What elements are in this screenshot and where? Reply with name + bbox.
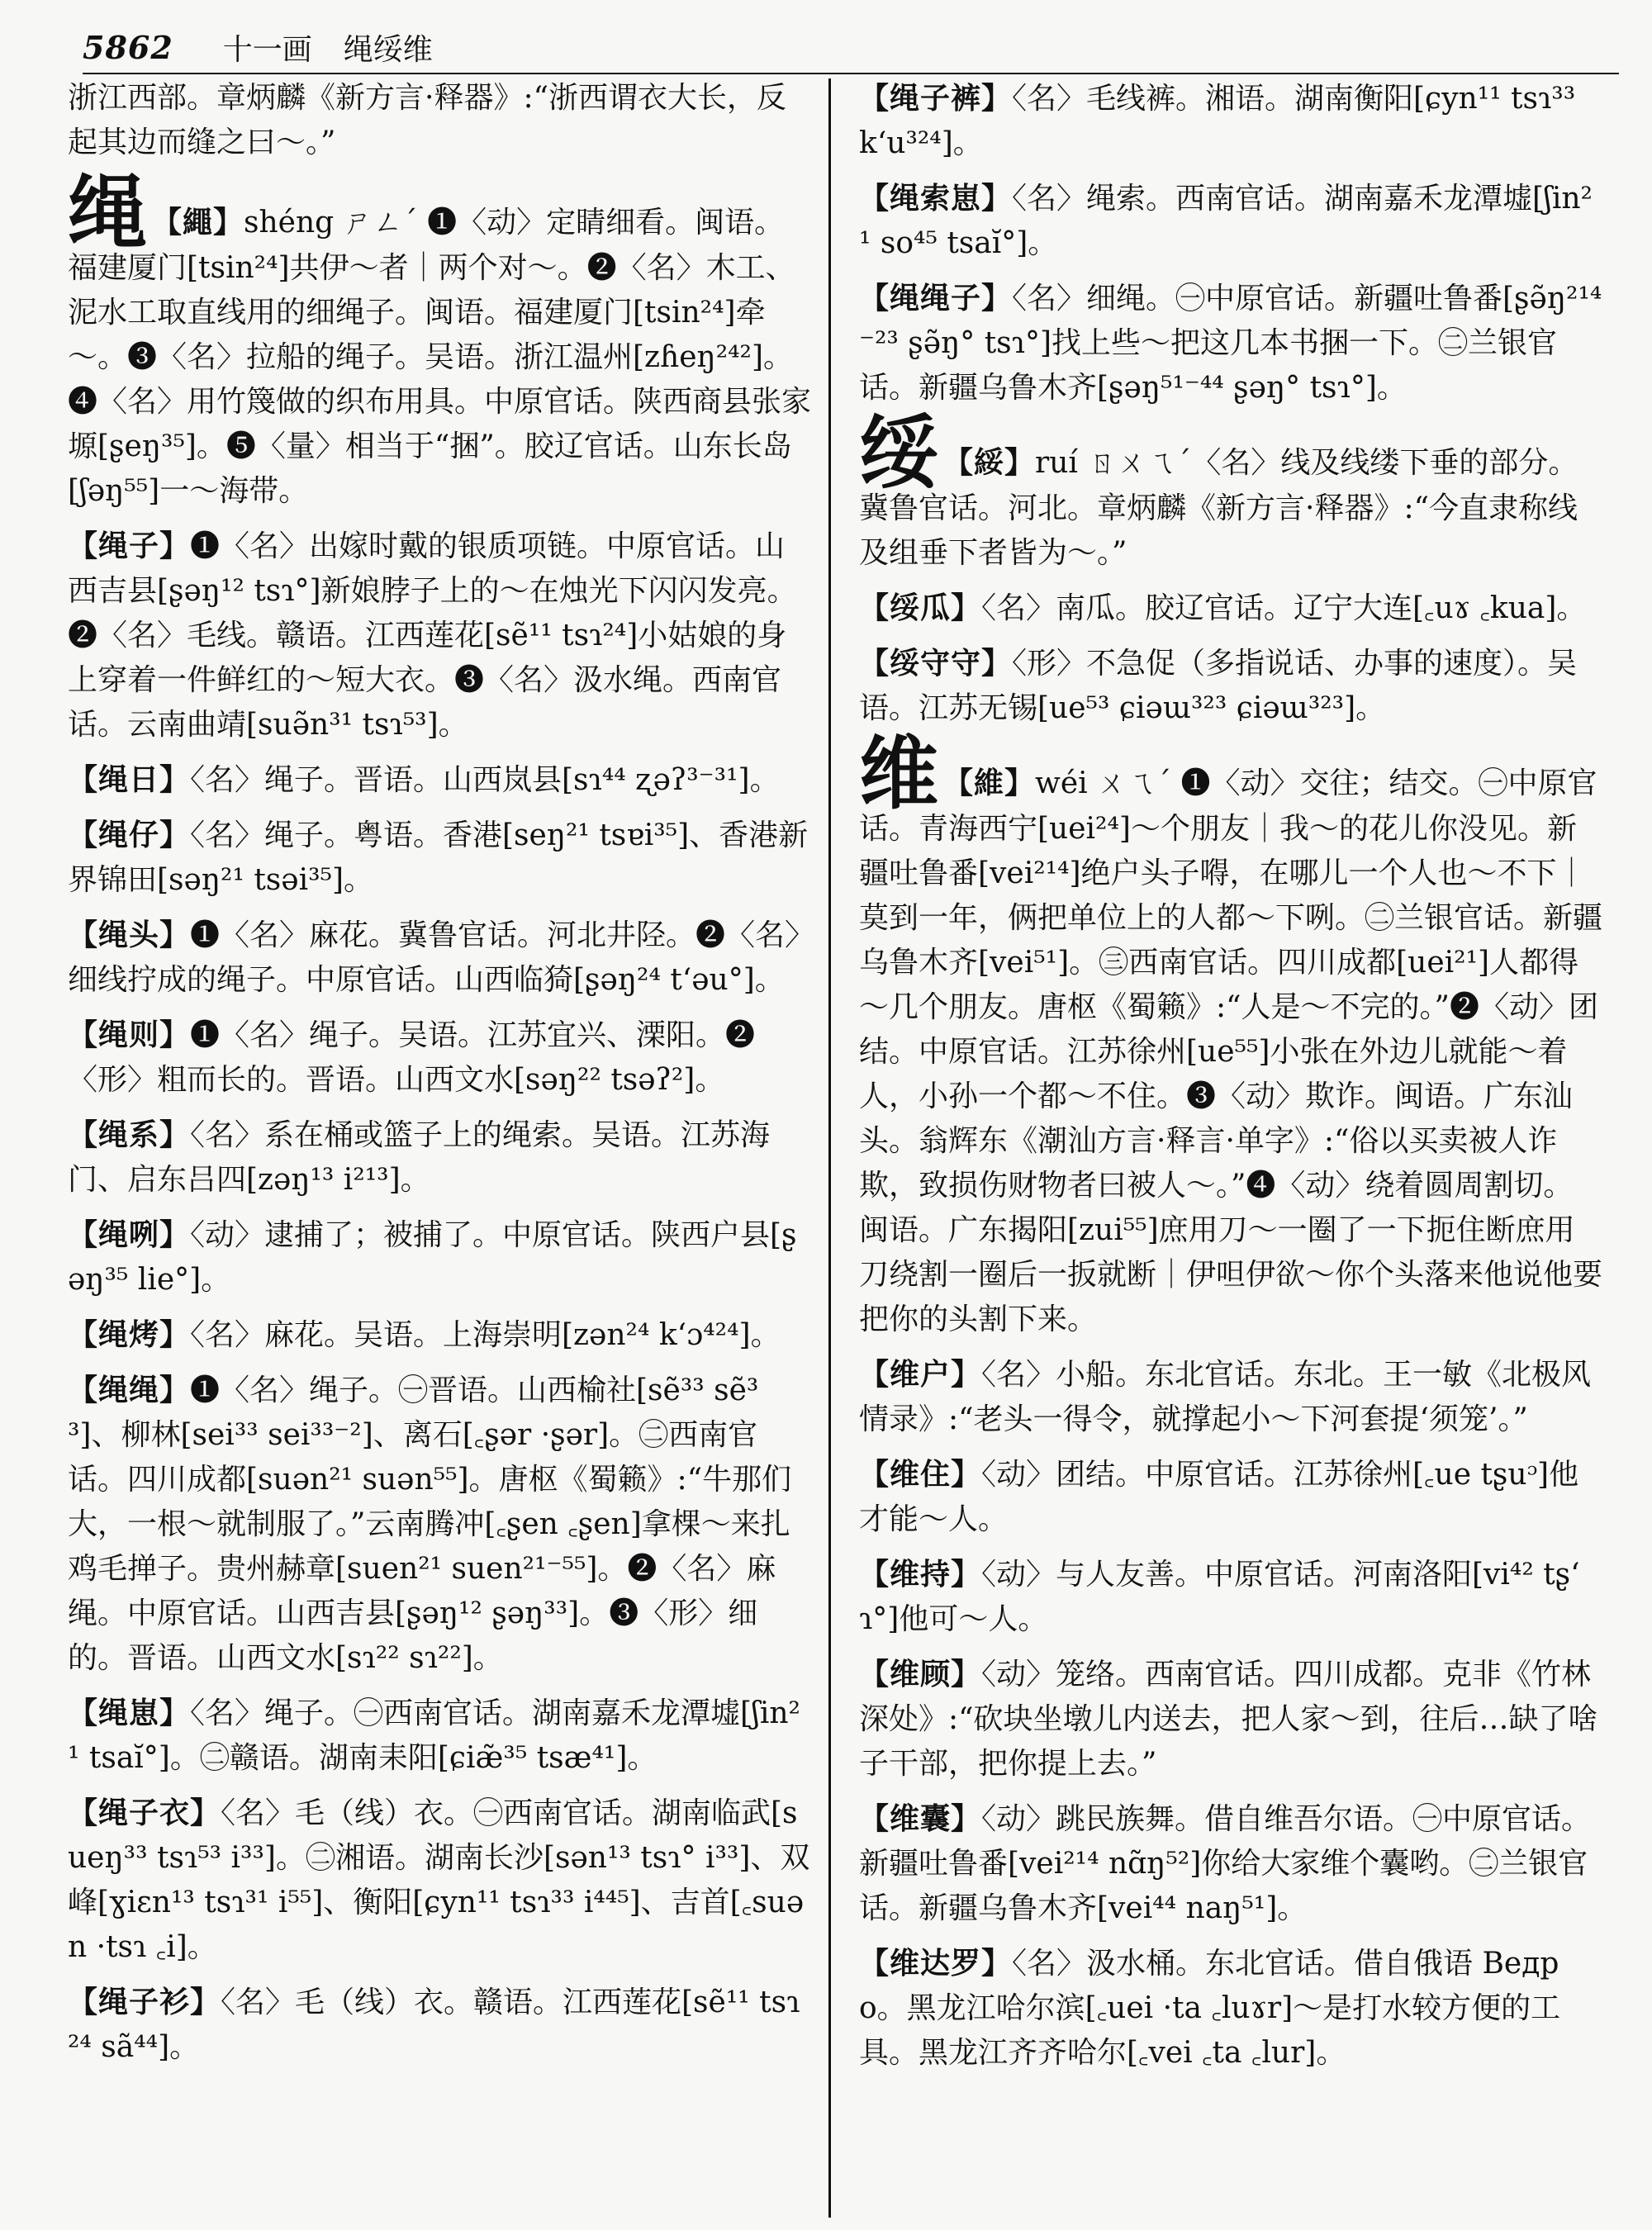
dictionary-entry bbox=[68, 1113, 811, 1203]
entry-definition: 〈名〉小船。东北官话。东北。王一敏《北极风情录》:“老头一得令，就撑起小～下河套提‘须笼’。” bbox=[859, 1358, 1592, 1436]
entry-headword: 【绳子裤】 bbox=[859, 81, 1013, 116]
dictionary-entry bbox=[859, 1796, 1602, 1931]
dictionary-entry bbox=[68, 913, 811, 1003]
entry-headword: 【绳索崽】 bbox=[859, 181, 1013, 216]
entry-headword: 【繩】 bbox=[152, 205, 244, 240]
entry-headword: 【绳绳子】 bbox=[859, 281, 1013, 316]
entry-headword: 【绳子衫】 bbox=[68, 1985, 221, 2019]
entry-headword: 【绳咧】 bbox=[68, 1217, 191, 1252]
entry-headword: 【绳则】 bbox=[68, 1018, 191, 1052]
dictionary-entry bbox=[859, 1352, 1602, 1442]
entry-headword: 【绳烤】 bbox=[68, 1317, 191, 1352]
entry-headword: 【绳头】 bbox=[68, 918, 191, 952]
entry-headword: 【绳绳】 bbox=[68, 1373, 191, 1407]
entry-headword: 【维持】 bbox=[859, 1557, 982, 1592]
dictionary-entry bbox=[68, 76, 811, 165]
dictionary-entry bbox=[68, 1980, 811, 2070]
entry-headword: 【绳崽】 bbox=[68, 1696, 191, 1730]
entry-definition: 〈名〉毛线裤。湘语。湖南衡阳[ɕyn¹¹ tsɿ³³ kʻu³²⁴]。 bbox=[859, 82, 1576, 160]
dictionary-entry bbox=[859, 276, 1602, 410]
stroke-section: 十一画 bbox=[222, 32, 312, 67]
entry-headword: 【绳子衣】 bbox=[68, 1796, 221, 1830]
entry-headword: 【绳仔】 bbox=[68, 818, 191, 852]
entry-definition: ruí ㄖㄨㄟˊ〈名〉线及线缕下垂的部分。冀鲁官话。河北。章炳麟《新方言·释器》:“今直隶称线及组垂下者皆为～。” bbox=[859, 446, 1578, 570]
entry-headword: 【维囊】 bbox=[859, 1801, 982, 1836]
entry-headword: 【維】 bbox=[943, 766, 1036, 800]
entry-definition: ❶〈名〉绳子。㊀晋语。山西榆社[sẽ³³ sẽ³³]、柳林[sei³³ sei³³⁻²]、离石[꜀ʂər ·ʂər]。㊁西南官话。四川成都[suən²¹ suən⁵⁵]。唐枢《蜀籁》:“牛那们大，一根～就制服了。”云南腾冲[꜀ʂen ꜀ʂen]拿棵～来扎鸡毛掸子。贵州赫章[suen²¹ suen²¹⁻⁵⁵]。❷〈名〉麻绳。中原官话。山西吉县[ʂəŋ¹² ʂəŋ³³]。❸〈形〉细的。晋语。山西文水[sɿ²² sɿ²²]。 bbox=[68, 1374, 792, 1675]
entry-headword: 【綏】 bbox=[943, 445, 1036, 480]
entry-definition: 〈名〉绳子。㊀西南官话。湖南嘉禾龙潭墟[ʃin²¹ tsaĭ°]。㊁赣语。湖南耒阳[ɕiæ̃³⁵ tsæ⁴¹]。 bbox=[68, 1696, 800, 1775]
entry-definition: 〈名〉毛（线）衣。赣语。江西莲花[sẽ¹¹ tsɿ²⁴ sã⁴⁴]。 bbox=[68, 1986, 800, 2064]
entry-definition: 〈名〉汲水桶。东北官话。借自俄语 Ведро。黑龙江哈尔滨[꜀uei ·ta ꜀luɤr]～是打水较方便的工具。黑龙江齐齐哈尔[꜀vei ꜀ta ꜀lur]。 bbox=[859, 1947, 1561, 2070]
entry-headword: 【绳系】 bbox=[68, 1117, 191, 1152]
dictionary-entry bbox=[68, 757, 811, 803]
dictionary-entry bbox=[68, 166, 811, 514]
entry-definition: 〈动〉团结。中原官话。江苏徐州[꜀ue tʂuᵓ]他才能～人。 bbox=[859, 1458, 1579, 1536]
entry-definition: 浙江西部。章炳麟《新方言·释器》:“浙西谓衣大长，反起其边而缝之曰～。” bbox=[68, 81, 786, 159]
header-chars: 绳绥维 bbox=[343, 32, 433, 67]
entry-definition: 〈动〉笼络。西南官话。四川成都。克非《竹林深处》:“砍块坐墩儿内送去，把人家～到，往后…缺了啥子干部，把你提上去。” bbox=[859, 1658, 1598, 1781]
entry-definition: 〈名〉绳子。粤语。香港[seŋ²¹ tsɐi³⁵]、香港新界锦田[səŋ²¹ tsəi³⁵]。 bbox=[68, 818, 809, 897]
dictionary-entry bbox=[68, 1368, 811, 1681]
dictionary-entry bbox=[68, 1212, 811, 1302]
dictionary-entry bbox=[859, 586, 1602, 631]
dictionary-entry bbox=[859, 176, 1602, 266]
page-number: 5862 bbox=[83, 28, 173, 66]
header-rule bbox=[83, 73, 1619, 74]
left-column bbox=[68, 76, 811, 2223]
dictionary-entry bbox=[859, 76, 1602, 166]
dictionary-entry bbox=[859, 641, 1602, 731]
entry-character: 维 bbox=[859, 727, 938, 820]
entry-definition: 〈名〉绳索。西南官话。湖南嘉禾龙潭墟[ʃin²¹ so⁴⁵ tsaĭ°]。 bbox=[859, 182, 1593, 260]
entry-definition: 〈名〉细绳。㊀中原官话。新疆吐鲁番[ʂə̃ŋ²¹⁴⁻²³ ʂə̃ŋ° tsɿ°]找上些～把这几本书捆一下。㊁兰银官话。新疆乌鲁木齐[ʂəŋ⁵¹⁻⁴⁴ ʂəŋ° tsɿ°]。 bbox=[859, 282, 1602, 405]
dictionary-entry bbox=[859, 1652, 1602, 1786]
entry-character: 绥 bbox=[859, 406, 938, 500]
page-header bbox=[83, 18, 1619, 76]
entry-definition: 〈形〉不急促（多指说话、办事的速度）。吴语。江苏无锡[ue⁵³ ɕiəɯ³²³ ɕiəɯ³²³]。 bbox=[859, 647, 1578, 725]
dictionary-entry bbox=[68, 524, 811, 747]
entry-headword: 【绥守守】 bbox=[859, 646, 1013, 681]
dictionary-entry bbox=[68, 813, 811, 903]
entry-headword: 【维户】 bbox=[859, 1357, 982, 1392]
entry-character: 绳 bbox=[68, 166, 147, 259]
entry-definition: 〈动〉与人友善。中原官话。河南洛阳[vi⁴² tʂʻɿ°]他可～人。 bbox=[859, 1558, 1580, 1636]
column-divider bbox=[828, 78, 831, 2218]
entry-definition: 〈名〉系在桶或篮子上的绳索。吴语。江苏海门、启东吕四[zəŋ¹³ i²¹³]。 bbox=[68, 1118, 771, 1197]
dictionary-entry bbox=[68, 1312, 811, 1358]
dictionary-entry bbox=[68, 1013, 811, 1103]
entry-headword: 【绳子】 bbox=[68, 529, 191, 563]
entry-headword: 【维顾】 bbox=[859, 1657, 982, 1691]
entry-headword: 【维达罗】 bbox=[859, 1946, 1013, 1981]
entry-definition: 〈名〉绳子。晋语。山西岚县[sɿ⁴⁴ ʐəʔ³⁻³¹]。 bbox=[190, 763, 780, 797]
entry-definition: ❶〈名〉绳子。吴语。江苏宜兴、溧阳。❷〈形〉粗而长的。晋语。山西文水[səŋ²² tsəʔ²]。 bbox=[68, 1018, 756, 1097]
dictionary-entry bbox=[68, 1691, 811, 1781]
entry-definition: ❶〈名〉麻花。冀鲁官话。河北井陉。❷〈名〉细线拧成的绳子。中原官话。山西临猗[ʂəŋ²⁴ tʻəu°]。 bbox=[68, 918, 800, 997]
entry-headword: 【绳日】 bbox=[68, 762, 191, 797]
entry-headword: 【维住】 bbox=[859, 1457, 982, 1492]
entry-definition: shéng ㄕㄥˊ ❶〈动〉定睛细看。闽语。福建厦门[tsin²⁴]共伊～者｜两个对～。❷〈名〉木工、泥水工取直线用的细绳子。闽语。福建厦门[tsin²⁴]牵～。❸〈名〉拉船的绳子。吴语。浙江温州[zɦeŋ²⁴²]。❹〈名〉用竹篾做的织布用具。中原官话。陕西商县张家塬[ʂeŋ³⁵]。❺〈量〉相当于“捆”。胶辽官话。山东长岛[ʃəŋ⁵⁵]一～海带。 bbox=[68, 206, 811, 508]
entry-definition: 〈动〉跳民族舞。借自维吾尔语。㊀中原官话。新疆吐鲁番[vei²¹⁴ nɑ̃ŋ⁵²]你给大家维个囊哟。㊁兰银官话。新疆乌鲁木齐[vei⁴⁴ naŋ⁵¹]。 bbox=[859, 1802, 1592, 1925]
dictionary-entry bbox=[859, 1941, 1602, 2076]
entry-definition: 〈名〉麻花。吴语。上海崇明[zən²⁴ kʻɔ⁴²⁴]。 bbox=[190, 1318, 781, 1352]
entry-definition: ❶〈名〉出嫁时戴的银质项链。中原官话。山西吉县[ʂəŋ¹² tsɿ°]新娘脖子上的～在烛光下闪闪发亮。❷〈名〉毛线。赣语。江西莲花[sẽ¹¹ tsɿ²⁴]小姑娘的身上穿着一件鲜红的～短大衣。❸〈名〉汲水绳。西南官话。云南曲靖[suə̃n³¹ tsɿ⁵³]。 bbox=[68, 529, 797, 742]
right-column bbox=[859, 76, 1602, 2223]
entry-definition: 〈名〉毛（线）衣。㊀西南官话。湖南临武[sueŋ³³ tsɿ⁵³ i³³]。㊁湘语。湖南长沙[sən¹³ tsɿ° i³³]、双峰[ɣiɛn¹³ tsɿ³¹ i⁵⁵]、衡阳[ɕyn¹¹ tsɿ³³ i⁴⁴⁵]、吉首[꜀suən ·tsɿ ꜀i]。 bbox=[68, 1796, 810, 1964]
entry-definition: 〈动〉逮捕了；被捕了。中原官话。陕西户县[ʂəŋ³⁵ lie°]。 bbox=[68, 1218, 797, 1297]
dictionary-entry bbox=[68, 1791, 811, 1970]
dictionary-entry bbox=[859, 727, 1602, 1342]
entry-definition: 〈名〉南瓜。胶辽官话。辽宁大连[꜀uɤ ꜀kua]。 bbox=[981, 591, 1587, 625]
dictionary-entry bbox=[859, 406, 1602, 576]
dictionary-entry bbox=[859, 1552, 1602, 1642]
dictionary-entry bbox=[859, 1452, 1602, 1542]
entry-definition: wéi ㄨㄟˊ ❶〈动〉交往；结交。㊀中原官话。青海西宁[uei²⁴]～个朋友｜我～的花儿你没见。新疆吐鲁番[vei²¹⁴]绝户头子嘚，在哪儿一个人也～不下｜莫到一年，俩把单位上的人都～下咧。㊁兰银官话。新疆乌鲁木齐[vei⁵¹]。㊂西南官话。四川成都[uei²¹]人都得～几个朋友。唐枢《蜀籁》:“人是～不完的。”❷〈动〉团结。中原官话。江苏徐州[ue⁵⁵]小张在外边儿就能～着人，小孙一个都～不住。❸〈动〉欺诈。闽语。广东汕头。翁辉东《潮汕方言·释言·单字》:“俗以买卖被人诈欺，致损伤财物者曰被人～。”❹〈动〉绕着圆周割切。闽语。广东揭阳[zui⁵⁵]庶用刀～一圈了一下扼住断庶用刀绕割一圈后一扳就断｜伊呾伊欲～你个头落来他说他要把你的头割下来。 bbox=[859, 766, 1602, 1336]
entry-headword: 【绥瓜】 bbox=[859, 591, 982, 625]
